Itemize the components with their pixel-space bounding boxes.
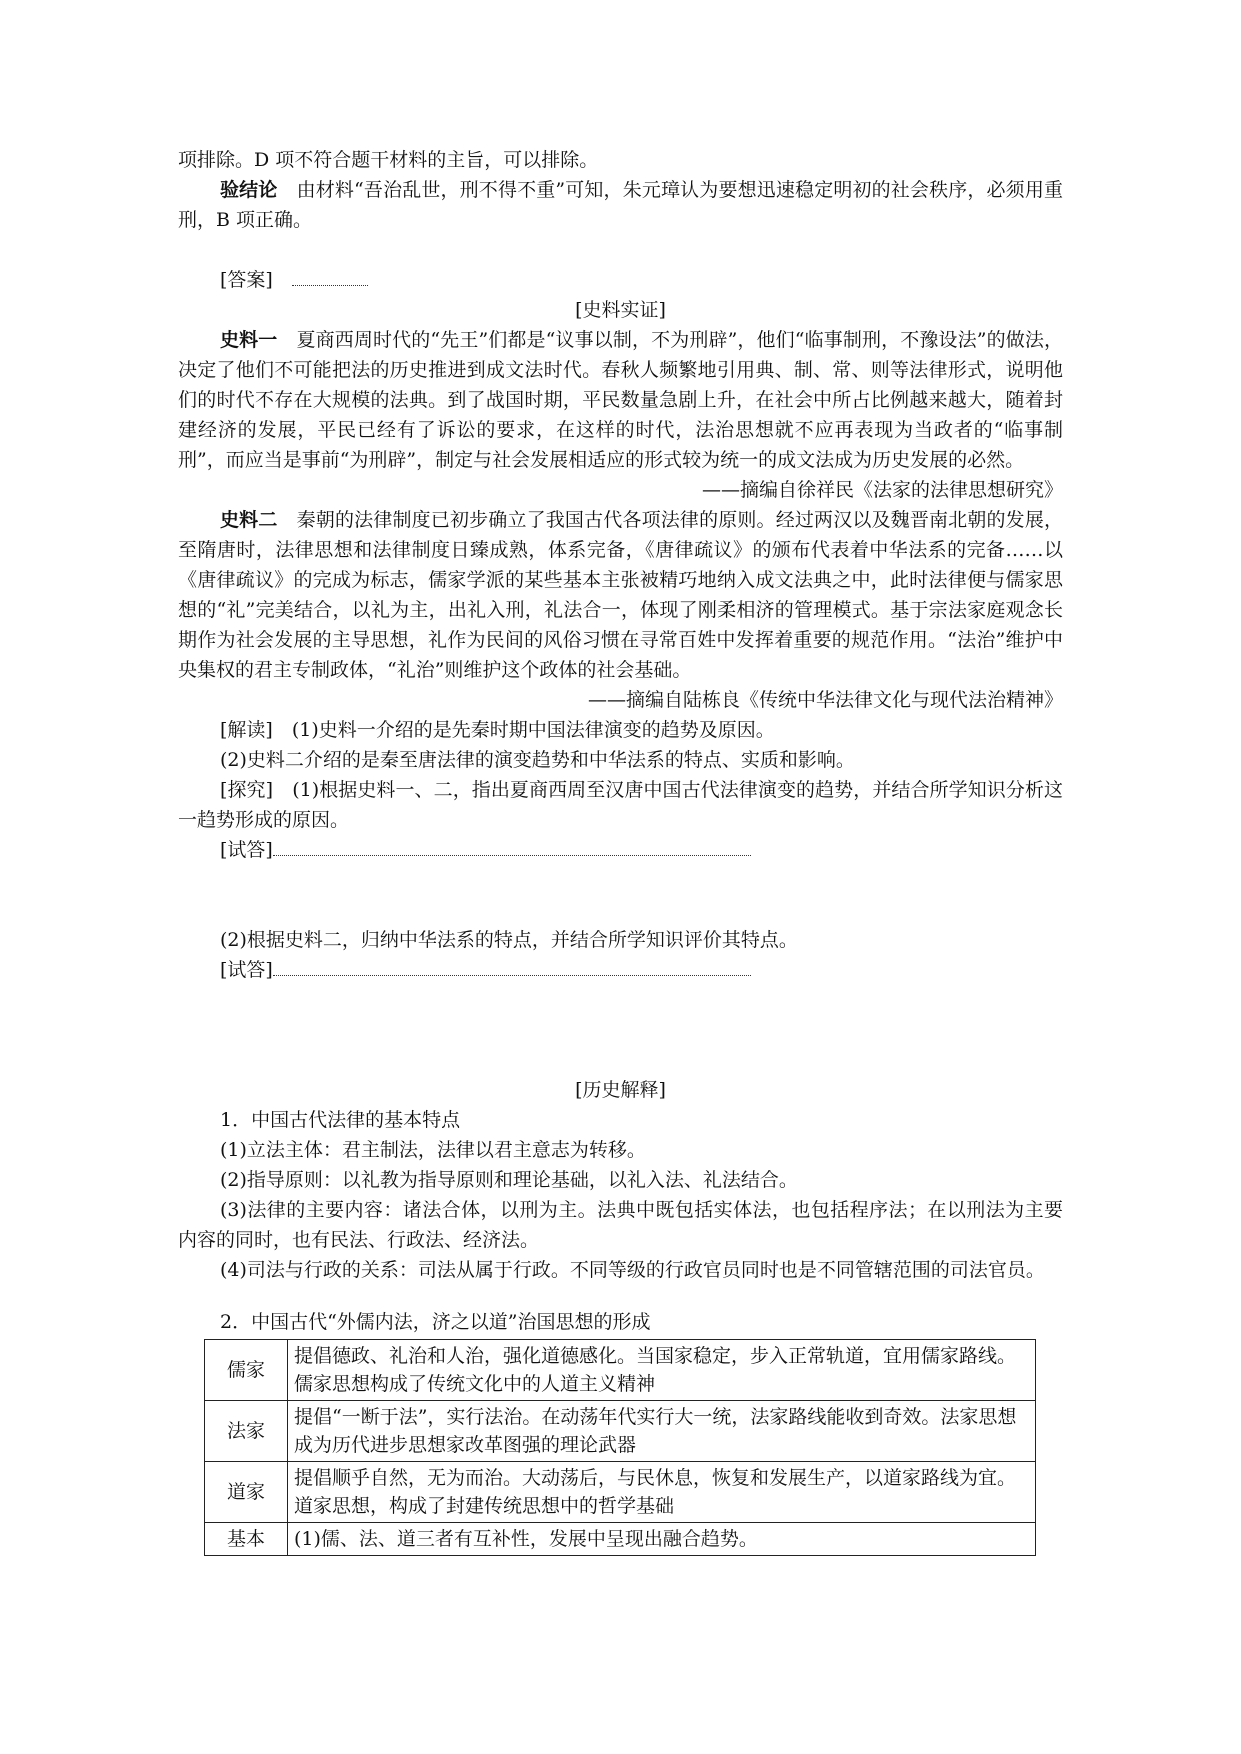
item2-title: 2．中国古代“外儒内法，济之以道”治国思想的形成 — [220, 1311, 651, 1333]
item1-title: 1．中国古代法律的基本特点 — [220, 1109, 461, 1131]
table-row — [205, 1462, 1036, 1523]
item1-point-4: (4)司法与行政的关系：司法从属于行政。不同等级的行政官员同时也是不同管辖范围的司法官员。 — [220, 1259, 1045, 1281]
table-cell-school: 基本 — [205, 1523, 288, 1556]
try-answer-1 — [178, 835, 1063, 865]
explore-text-1: (1)根据史料一、二，指出夏商西周至汉唐中国古代法律演变的趋势，并结合所学知识分析这一趋势形成的原因。 — [178, 779, 1063, 831]
table-cell-description: 提倡顺乎自然，无为而治。大动荡后，与民休息，恢复和发展生产，以道家路线为宜。道家思想，构成了封建传统思想中的哲学基础 — [288, 1462, 1036, 1523]
try-label-1: [试答] — [220, 839, 273, 861]
conclusion-label: 验结论 — [220, 179, 278, 201]
try-answer-2 — [178, 955, 1063, 985]
explore-question-2: (2)根据史料二，归纳中华法系的特点，并结合所学知识评价其特点。 — [220, 929, 798, 951]
table-cell-description: (1)儒、法、道三者有互补性，发展中呈现出融合趋势。 — [288, 1523, 1036, 1556]
answer-line — [178, 265, 1063, 295]
spacer — [178, 865, 1063, 925]
source1-label: 史料一 — [220, 329, 278, 351]
document-page — [178, 145, 1063, 1556]
source2-text: 秦朝的法律制度已初步确立了我国古代各项法律的原则。经过两汉以及魏晋南北朝的发展，至隋唐时，法律思想和法律制度日臻成熟，体系完备，《唐律疏议》的颁布代表着中华法系的完备……以《唐律疏议》的完成为标志，儒家学派的某些基本主张被精巧地纳入成文法典之中，此时法律便与儒家思想的“礼”完美结合，以礼为主，出礼入刑，礼法合一，体现了刚柔相济的管理模式。基于宗法家庭观念长期作为社会发展的主导思想，礼作为民间的风俗习惯在寻常百姓中发挥着重要的规范作用。“法治”维护中央集权的君主专制政体，“礼治”则维护这个政体的社会基础。 — [178, 509, 1063, 681]
try-answer-blank-1[interactable] — [273, 837, 751, 856]
item1-point-3: (3)法律的主要内容：诸法合体，以刑为主。法典中既包括实体法，也包括程序法；在以刑法为主要内容的同时，也有民法、行政法、经济法。 — [178, 1199, 1063, 1251]
explain-heading: [历史解释] — [575, 1079, 666, 1101]
table-cell-school: 儒家 — [205, 1340, 288, 1401]
item1-point-2: (2)指导原则：以礼教为指导原则和理论基础，以礼入法、礼法结合。 — [220, 1169, 798, 1191]
try-label-2: [试答] — [220, 959, 273, 981]
spacer — [178, 235, 1063, 265]
item1-point-1: (1)立法主体：君主制法，法律以君主意志为转移。 — [220, 1139, 646, 1161]
table-row — [205, 1401, 1036, 1462]
table-cell-description: 提倡“一断于法”，实行法治。在动荡年代实行大一统，法家路线能收到奇效。法家思想成为历代进步思想家改革图强的理论武器 — [288, 1401, 1036, 1462]
answer-blank[interactable] — [292, 267, 368, 286]
spacer — [178, 985, 1063, 1075]
table-row — [205, 1340, 1036, 1401]
interpret-label: [解读] — [220, 719, 273, 741]
interpret-text-1: (1)史料一介绍的是先秦时期中国法律演变的趋势及原因。 — [291, 719, 775, 741]
conclusion-paragraph — [178, 175, 1063, 235]
source2-label: 史料二 — [220, 509, 278, 531]
answer-label: [答案] — [220, 269, 273, 291]
source1-citation: ——摘编自徐祥民《法家的法律思想研究》 — [701, 479, 1063, 501]
table-cell-description: 提倡德政、礼治和人治，强化道德感化。当国家稳定，步入正常轨道，宜用儒家路线。儒家思想构成了传统文化中的人道主义精神 — [288, 1340, 1036, 1401]
table-cell-school: 道家 — [205, 1462, 288, 1523]
spacer — [178, 1285, 1063, 1307]
intro-line: 项排除。D 项不符合题干材料的主旨，可以排除。 — [178, 149, 599, 171]
evidence-heading: [史料实证] — [575, 299, 666, 321]
source2-citation: ——摘编自陆栋良《传统中华法律文化与现代法治精神》 — [587, 689, 1063, 711]
thought-table — [204, 1339, 1036, 1556]
table-row — [205, 1523, 1036, 1556]
explore-label: [探究] — [220, 779, 274, 801]
explore-question-1 — [178, 775, 1063, 835]
conclusion-text: 由材料“吾治乱世，刑不得不重”可知，朱元璋认为要想迅速稳定明初的社会秩序，必须用重刑，B 项正确。 — [178, 179, 1063, 231]
table-cell-school: 法家 — [205, 1401, 288, 1462]
try-answer-blank-2[interactable] — [273, 957, 751, 976]
interpret-line-2: (2)史料二介绍的是秦至唐法律的演变趋势和中华法系的特点、实质和影响。 — [220, 749, 855, 771]
source1-text: 夏商西周时代的“先王”们都是“议事以制，不为刑辟”，他们“临事制刑，不豫设法”的做法，决定了他们不可能把法的历史推进到成文法时代。春秋人频繁地引用典、制、常、则等法律形式，说明他们的时代不存在大规模的法典。到了战国时期，平民数量急剧上升，在社会中所占比例越来越大，随着封建经济的发展，平民已经有了诉讼的要求，在这样的时代，法治思想就不应再表现为当政者的“临事制刑”，而应当是事前“为刑辟”，制定与社会发展相适应的形式较为统一的成文法成为历史发展的必然。 — [178, 329, 1063, 471]
interpret-line-1 — [178, 715, 1063, 745]
source2-paragraph — [178, 505, 1063, 685]
source1-paragraph — [178, 325, 1063, 475]
